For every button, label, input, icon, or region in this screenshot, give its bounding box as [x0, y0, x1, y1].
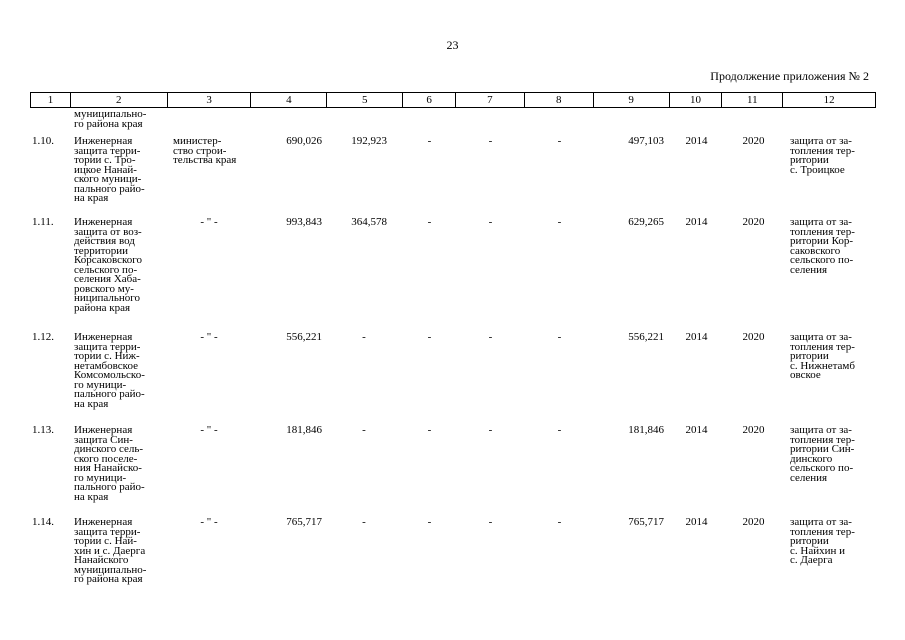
row-col8: -	[557, 135, 562, 147]
row-col7: -	[488, 424, 493, 436]
row-col8: -	[557, 424, 562, 436]
header-col-1: 1	[31, 93, 71, 107]
row-executor: - " -	[200, 216, 218, 228]
row-id: 1.14.	[32, 516, 54, 528]
row-executor: - " -	[200, 331, 218, 343]
row-id: 1.13.	[32, 424, 54, 436]
row-result: защита от за- топления тер- ритории с. Найхин и с. Даерга	[790, 516, 855, 566]
row-executor: - " -	[200, 424, 218, 436]
row-col6: -	[427, 216, 432, 228]
row-start-year: 2014	[685, 135, 708, 147]
row-col5: -	[362, 516, 366, 528]
row-col7: -	[488, 331, 493, 343]
row-total: 690,026	[286, 135, 322, 147]
row-end-year: 2020	[742, 135, 765, 147]
row-name: Инженерная защита терри- тории с. Ниж- нетамбовское Комсомольско- го муници- пального райо- на края	[74, 331, 145, 410]
row-col8: -	[557, 331, 562, 343]
row-col8: -	[557, 516, 562, 528]
row-start-year: 2014	[685, 216, 708, 228]
row-result: защита от за- топления тер- ритории с. Троицкое	[790, 135, 855, 176]
row-end-year: 2020	[742, 516, 765, 528]
row-result: защита от за- топления тер- ритории Син- динского сельского по- селения	[790, 424, 855, 484]
row-end-year: 2020	[742, 424, 765, 436]
row-col5: -	[362, 331, 366, 343]
continuation-label: Продолжение приложения № 2	[710, 69, 869, 83]
row-col6: -	[427, 424, 432, 436]
page-number: 23	[446, 38, 459, 52]
header-col-12: 12	[823, 94, 835, 106]
row-start-year: 2014	[685, 424, 708, 436]
row-col9: 556,221	[628, 331, 664, 343]
row-result: защита от за- топления тер- ритории с. Нижнетамб овское	[790, 331, 855, 381]
row-end-year: 2020	[742, 216, 765, 228]
row-col9: 765,717	[628, 516, 664, 528]
carryover-line: го района края	[74, 117, 143, 130]
row-start-year: 2014	[685, 516, 708, 528]
row-col9: 497,103	[628, 135, 664, 147]
row-id: 1.10.	[32, 135, 54, 147]
header-col-6: 6	[403, 93, 456, 107]
row-col5: 192,923	[351, 135, 387, 147]
row-name: Инженерная защита Син- динского сель- ского поселе- ния Нанайско- го муници- пального райо- на края	[74, 424, 145, 503]
row-col7: -	[488, 516, 493, 528]
row-id: 1.12.	[32, 331, 54, 343]
header-col-11: 11	[722, 93, 783, 107]
row-col8: -	[557, 216, 562, 228]
row-result: защита от за- топления тер- ритории Кор- саковского сельского по- селения	[790, 216, 855, 276]
carryover-text	[74, 110, 146, 129]
row-total: 765,717	[286, 516, 322, 528]
header-col-5: 5	[327, 93, 403, 107]
row-name: Инженерная защита терри- тории с. Най- хин и с. Даерга Нанайского муниципально- го района края	[74, 516, 147, 585]
header-col-8: 8	[525, 93, 594, 107]
row-name: Инженерная защита терри- тории с. Тро- ицкое Нанай- ского муници- пального райо- на края	[74, 135, 145, 204]
row-start-year: 2014	[685, 331, 708, 343]
header-col-9: 9	[594, 93, 670, 107]
header-col-4: 4	[251, 93, 327, 107]
row-col5: 364,578	[351, 216, 387, 228]
row-end-year: 2020	[742, 331, 765, 343]
row-total: 556,221	[286, 331, 322, 343]
table-header	[30, 92, 876, 108]
row-total: 993,843	[286, 216, 322, 228]
row-col6: -	[427, 331, 432, 343]
header-col-7: 7	[456, 93, 525, 107]
row-name: Инженерная защита от воз- действия вод территории Корсаковского сельского по- селения Хаба- ровского му- ниципального района края	[74, 216, 143, 314]
header-col-2: 2	[71, 93, 168, 107]
header-col-10: 10	[670, 93, 723, 107]
row-col7: -	[488, 216, 493, 228]
row-col6: -	[427, 135, 432, 147]
row-total: 181,846	[286, 424, 322, 436]
row-executor: министер- ство строи- тельства края	[173, 135, 237, 166]
row-executor: - " -	[200, 516, 218, 528]
carryover-line: муниципально-	[74, 108, 147, 120]
row-id: 1.11.	[32, 216, 54, 228]
row-col6: -	[427, 516, 432, 528]
row-col9: 181,846	[628, 424, 664, 436]
header-col-3: 3	[168, 93, 252, 107]
row-col9: 629,265	[628, 216, 664, 228]
row-col5: -	[362, 424, 366, 436]
row-col7: -	[488, 135, 493, 147]
